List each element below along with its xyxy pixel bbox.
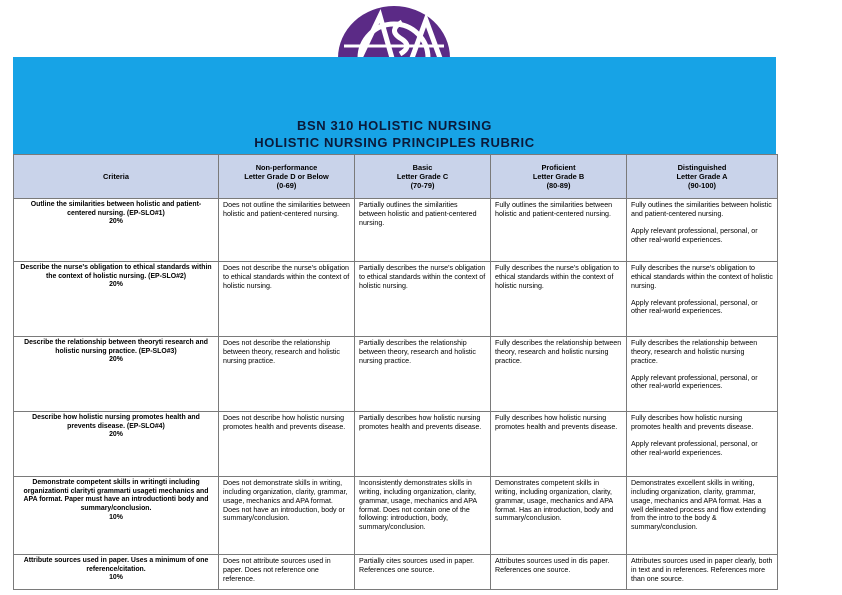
col-header-distinguished: Distinguished Letter Grade A (90-100) [627,155,778,199]
col-header-criteria: Criteria [14,155,219,199]
distinguished-cell: Attributes sources used in paper clearly, both in text and in references. References more than one source. [627,555,778,590]
nonperformance-cell: Does not describe how holistic nursing promotes health and prevents disease. [219,412,355,477]
header-row [14,155,778,199]
proficient-cell: Attributes sources used in dis paper. References one source. [491,555,627,590]
col-header-proficient: Proficient Letter Grade B (80-89) [491,155,627,199]
nonperformance-cell: Does not describe the nurse's obligation to ethical standards within the context of holistic nursing. [219,262,355,337]
col-header-basic: Basic Letter Grade C (70-79) [355,155,491,199]
criteria-cell: Describe the nurse's obligation to ethical standards within the context of holistic nursing. (EP-SLO#2) 20% [14,262,219,337]
rubric-table [13,154,778,590]
basic-cell: Partially describes the relationship between theory, research and holistic nursing practice. [355,337,491,412]
proficient-cell: Fully describes the nurse's obligation to ethical standards within the context of holistic nursing. [491,262,627,337]
rubric-title: HOLISTIC NURSING PRINCIPLES RUBRIC [254,135,535,150]
nonperformance-cell: Does not attribute sources used in paper. Does not reference one reference. [219,555,355,590]
criteria-cell: Attribute sources used in paper. Uses a minimum of one reference/citation. 10% [14,555,219,590]
distinguished-cell: Fully describes the relationship between theory, research and holistic nursing practice. Apply relevant professional, personal, or other real-world experiences. [627,337,778,412]
table-row [14,337,778,412]
proficient-cell: Fully describes how holistic nursing promotes health and prevents disease. [491,412,627,477]
distinguished-cell: Fully describes the nurse's obligation to ethical standards within the context of holistic nursing. Apply relevant professional, personal, or other real-world experiences. [627,262,778,337]
nonperformance-cell: Does not demonstrate skills in writing, including organization, clarity, grammar, usage, mechanics and APA format. Does not have an introduction, body or summary/conclusion. [219,477,355,555]
nonperformance-cell: Does not outline the similarities between holistic and patient-centered nursing. [219,199,355,262]
table-row [14,477,778,555]
criteria-cell: Describe the relationship between theoryti research and holistic nursing practice. (EP-SLO#3) 20% [14,337,219,412]
proficient-cell: Fully describes the relationship between theory, research and holistic nursing practice. [491,337,627,412]
criteria-cell: Describe how holistic nursing promotes health and prevents disease. (EP-SLO#4) 20% [14,412,219,477]
table-row [14,555,778,590]
asa-logo-icon [330,2,458,58]
criteria-cell: Outline the similarities between holistic and patient-centered nursing. (EP-SLO#1) 20% [14,199,219,262]
basic-cell: Partially describes the nurse's obligation to ethical standards within the context of holistic nursing. [355,262,491,337]
table-row [14,412,778,477]
basic-cell: Partially cites sources used in paper. References one source. [355,555,491,590]
criteria-cell: Demonstrate competent skills in writingti including organizationti clarityti grammarti usageti mechanics and APA format. Paper must have an introductionti body and summary/conclusion. 10% [14,477,219,555]
basic-cell: Partially describes how holistic nursing promotes health and prevents disease. [355,412,491,477]
distinguished-cell: Fully outlines the similarities between holistic and patient-centered nursing. Apply relevant professional, personal, or other real-world experiences. [627,199,778,262]
nonperformance-cell: Does not describe the relationship between theory, research and holistic nursing practice. [219,337,355,412]
distinguished-cell: Demonstrates excellent skills in writing, including organization, clarity, grammar, usage, mechanics and APA format. Has a well delineated process and flow extending from the intro to the body & summary/conclusion. [627,477,778,555]
col-header-nonperformance: Non-performance Letter Grade D or Below (0-69) [219,155,355,199]
table-row [14,262,778,337]
proficient-cell: Demonstrates competent skills in writing, including organization, clarity, grammar, usage, mechanics and APA format. Has an introduction, body and summary/conclusion. [491,477,627,555]
basic-cell: Inconsistently demonstrates skills in writing, including organization, clarity, grammar, usage, mechanics and APA format. Does not contain one of the following: introduction, body, summary/conclusion. [355,477,491,555]
table-row [14,199,778,262]
course-title: BSN 310 HOLISTIC NURSING [297,118,492,133]
basic-cell: Partially outlines the similarities between holistic and patient-centered nursing. [355,199,491,262]
distinguished-cell: Fully describes how holistic nursing promotes health and prevents disease. Apply relevant professional, personal, or other real-world experiences. [627,412,778,477]
title-banner [13,57,776,154]
proficient-cell: Fully outlines the similarities between holistic and patient-centered nursing. [491,199,627,262]
